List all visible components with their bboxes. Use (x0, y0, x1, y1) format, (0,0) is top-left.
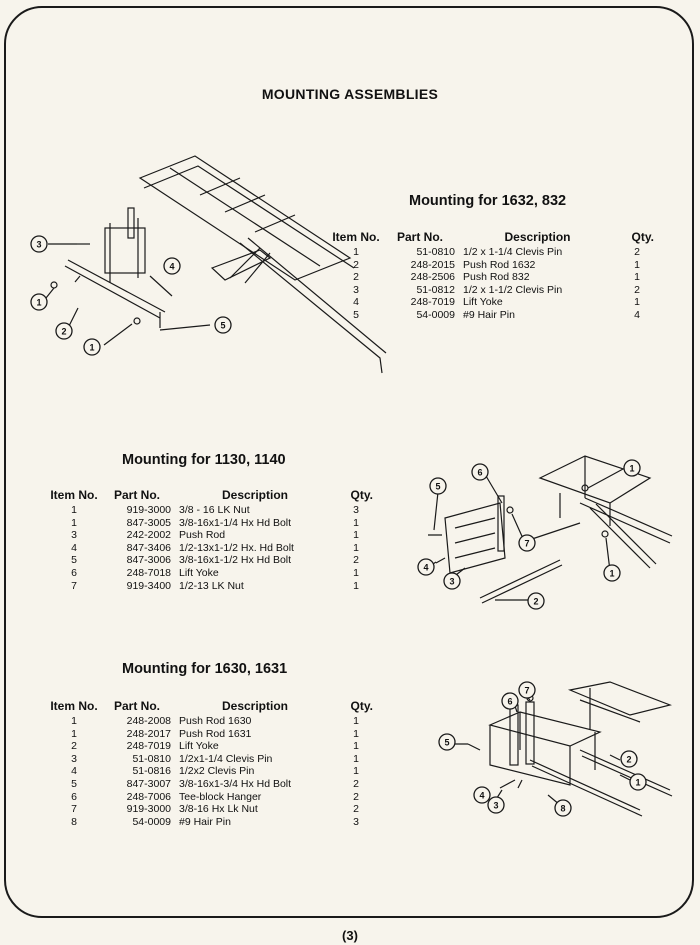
callout-label: 2 (533, 596, 539, 607)
callout-label: 5 (435, 481, 441, 492)
qty: 2 (353, 777, 359, 790)
table-header (45, 488, 373, 504)
callout-label: 1 (36, 297, 42, 308)
description: 3/8 - 16 LK Nut (179, 504, 250, 516)
part-no: 51-0816 (132, 765, 171, 778)
description: 3/8-16 Hx Lk Nut (179, 803, 258, 816)
qty: 1 (353, 579, 359, 592)
table-row (45, 753, 373, 766)
qty: 2 (353, 790, 359, 803)
table-row (45, 542, 373, 555)
col-part-no: Part No. (113, 488, 160, 502)
diagram-mounting-1630-1631 (430, 670, 680, 830)
part-no: 919-3400 (126, 579, 171, 592)
part-no: 248-7006 (126, 790, 171, 803)
item-no: 1 (71, 715, 77, 727)
table-row (45, 791, 373, 804)
item-no: 2 (71, 740, 77, 753)
col-qty: Qty. (631, 230, 654, 244)
description: 1/2x1-1/4 Clevis Pin (179, 752, 273, 765)
description: 3/8-16x1-1/2 Hx Hd Bolt (179, 554, 292, 567)
col-qty: Qty. (350, 488, 373, 502)
callout-label: 6 (507, 696, 513, 707)
qty: 2 (353, 554, 359, 567)
qty: 2 (634, 283, 640, 296)
description: 3/8-16x1-1/4 Hx Hd Bolt (179, 516, 292, 529)
diagram-mounting-1130-1140 (410, 448, 680, 618)
item-no: 3 (71, 752, 77, 765)
col-description: Description (221, 488, 288, 502)
qty: 4 (634, 308, 640, 321)
col-item-no: Item No. (50, 699, 98, 713)
description: Tee-block Hanger (179, 790, 262, 803)
callout-label: 2 (626, 754, 632, 765)
table-row (45, 554, 373, 567)
part-no: 54-0009 (132, 815, 171, 828)
item-no: 5 (71, 554, 77, 567)
item-no: 1 (71, 504, 77, 516)
qty: 1 (353, 516, 359, 529)
part-no: 51-0810 (132, 752, 171, 765)
section-title-1130-1140: Mounting for 1130, 1140 (122, 452, 286, 468)
part-no: 847-3007 (126, 777, 171, 790)
part-no: 248-2017 (126, 727, 171, 740)
callout-label: 7 (524, 685, 530, 696)
qty: 1 (353, 727, 359, 740)
col-part-no: Part No. (113, 699, 160, 713)
part-no: 54-0009 (416, 308, 455, 321)
callout-label: 3 (449, 576, 455, 587)
description: 3/8-16x1-3/4 Hx Hd Bolt (179, 777, 292, 790)
col-qty: Qty. (350, 699, 373, 713)
description: 1/2-13 LK Nut (179, 579, 244, 592)
diagram-mounting-1632-832 (20, 148, 390, 383)
callout-label: 5 (444, 737, 450, 748)
table-row (45, 740, 373, 753)
col-item-no: Item No. (332, 230, 380, 244)
table-row (45, 504, 373, 517)
col-item-no: Item No. (50, 488, 98, 502)
qty: 3 (353, 815, 359, 828)
qty: 1 (353, 529, 359, 542)
description: Push Rod 832 (463, 271, 530, 284)
table-row (45, 728, 373, 741)
part-no: 248-7019 (410, 296, 455, 309)
callout-label: 3 (493, 800, 499, 811)
part-no: 919-3000 (126, 803, 171, 816)
qty: 1 (353, 541, 359, 554)
table-header (45, 699, 373, 715)
part-no: 248-2015 (410, 258, 455, 271)
page-title: MOUNTING ASSEMBLIES (261, 86, 439, 102)
part-no: 248-2008 (126, 715, 171, 727)
qty: 1 (634, 296, 640, 309)
part-no: 51-0812 (416, 283, 455, 296)
callout-label: 4 (423, 562, 429, 573)
section-title-1632-832: Mounting for 1632, 832 (409, 193, 567, 209)
part-no: 248-2506 (410, 271, 455, 284)
callout-label: 1 (609, 568, 615, 579)
item-no: 1 (71, 516, 77, 529)
item-no: 4 (71, 541, 77, 554)
callout-label: 3 (36, 239, 42, 250)
part-no: 248-7018 (126, 566, 171, 579)
qty: 1 (634, 271, 640, 284)
part-no: 847-3006 (126, 554, 171, 567)
description: #9 Hair Pin (463, 308, 515, 321)
table-row (45, 529, 373, 542)
qty: 2 (634, 246, 640, 258)
callout-label: 8 (560, 803, 566, 814)
item-no: 1 (71, 727, 77, 740)
table-row (45, 580, 373, 593)
callout-label: 1 (629, 463, 635, 474)
col-description: Description (221, 699, 288, 713)
part-no: 248-7019 (126, 740, 171, 753)
table-row (45, 517, 373, 530)
table-row (45, 765, 373, 778)
callout-label: 5 (220, 320, 226, 331)
item-no: 3 (71, 529, 77, 542)
callout-label: 7 (524, 538, 530, 549)
callout-label: 4 (479, 790, 485, 801)
item-no: 4 (353, 296, 359, 309)
table-row (45, 778, 373, 791)
description: Push Rod 1631 (179, 727, 252, 740)
item-no: 7 (71, 803, 77, 816)
description: Push Rod (179, 529, 226, 542)
qty: 1 (353, 715, 359, 727)
table-row (45, 803, 373, 816)
item-no: 6 (71, 790, 77, 803)
item-no: 4 (71, 765, 77, 778)
col-description: Description (504, 230, 571, 244)
part-no: 847-3406 (126, 541, 171, 554)
part-no: 847-3005 (126, 516, 171, 529)
item-no: 6 (71, 566, 77, 579)
part-no: 919-3000 (126, 504, 171, 516)
qty: 1 (353, 740, 359, 753)
description: Lift Yoke (463, 296, 503, 309)
item-no: 5 (353, 308, 359, 321)
item-no: 1 (353, 246, 359, 258)
part-no: 242-2002 (126, 529, 171, 542)
item-no: 8 (71, 815, 77, 828)
description: 1/2-13x1-1/2 Hx. Hd Bolt (179, 541, 294, 554)
callout-label: 4 (169, 261, 175, 272)
item-no: 3 (353, 283, 359, 296)
description: #9 Hair Pin (179, 815, 231, 828)
qty: 1 (353, 566, 359, 579)
table-row (45, 816, 373, 829)
qty: 3 (353, 504, 359, 516)
part-no: 51-0810 (416, 246, 455, 258)
description: Lift Yoke (179, 740, 219, 753)
item-no: 2 (353, 271, 359, 284)
qty: 2 (353, 803, 359, 816)
callout-label: 1 (89, 342, 95, 353)
description: 1/2 x 1-1/4 Clevis Pin (463, 246, 563, 258)
qty: 1 (353, 752, 359, 765)
item-no: 5 (71, 777, 77, 790)
description: Push Rod 1630 (179, 715, 252, 727)
table-row (45, 567, 373, 580)
section-title-1630-1631: Mounting for 1630, 1631 (122, 661, 288, 677)
description: 1/2x2 Clevis Pin (179, 765, 255, 778)
parts-table-1130-1140 (45, 488, 373, 592)
callout-label: 2 (61, 326, 67, 337)
qty: 1 (353, 765, 359, 778)
description: Lift Yoke (179, 566, 219, 579)
col-part-no: Part No. (396, 230, 443, 244)
parts-table-1630-1631 (45, 699, 373, 828)
callout-label: 6 (477, 467, 483, 478)
item-no: 7 (71, 579, 77, 592)
table-row (45, 715, 373, 728)
qty: 1 (634, 258, 640, 271)
description: Push Rod 1632 (463, 258, 536, 271)
page-number: (3) (342, 928, 358, 943)
item-no: 2 (353, 258, 359, 271)
callout-label: 1 (635, 777, 641, 788)
description: 1/2 x 1-1/2 Clevis Pin (463, 283, 563, 296)
